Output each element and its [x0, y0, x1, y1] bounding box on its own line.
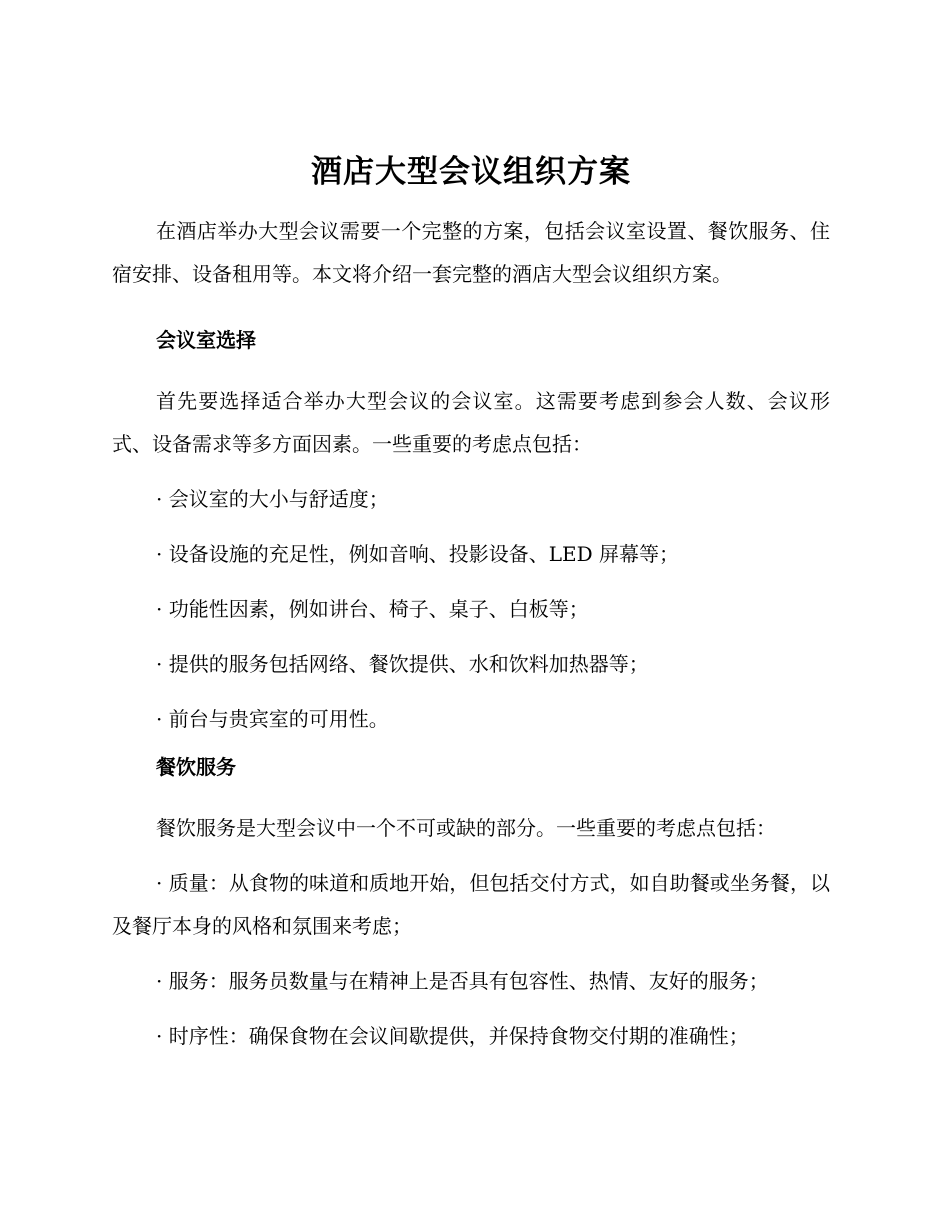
list-item: · 质量：从食物的味道和质地开始，但包括交付方式，如自助餐或坐务餐，以及餐厅本身的风格和氛围来考虑； [112, 871, 830, 938]
section-heading-meeting-room: 会议室选择 [156, 328, 256, 352]
list-item: · 会议室的大小与舒适度； [156, 487, 389, 511]
section-paragraph-meeting-room: 首先要选择适合举办大型会议的会议室。这需要考虑到参会人数、会议形式、设备需求等多方面因素。一些重要的考虑点包括： [112, 389, 830, 456]
document-title: 酒店大型会议组织方案 [311, 154, 631, 190]
list-item: · 前台与贵宾室的可用性。 [156, 707, 389, 731]
list-item: · 功能性因素，例如讲台、椅子、桌子、白板等； [156, 597, 589, 621]
list-item: · 设备设施的充足性，例如音响、投影设备、LED 屏幕等； [156, 542, 679, 566]
section-heading-catering: 餐饮服务 [156, 755, 236, 779]
list-item: · 服务：服务员数量与在精神上是否具有包容性、热情、友好的服务； [156, 969, 769, 993]
section-paragraph-catering: 餐饮服务是大型会议中一个不可或缺的部分。一些重要的考虑点包括： [156, 816, 776, 840]
intro-paragraph: 在酒店举办大型会议需要一个完整的方案，包括会议室设置、餐饮服务、住宿安排、设备租用等。本文将介绍一套完整的酒店大型会议组织方案。 [112, 219, 830, 286]
list-item: · 提供的服务包括网络、餐饮提供、水和饮料加热器等； [156, 652, 649, 676]
list-item: · 时序性：确保食物在会议间歇提供，并保持食物交付期的准确性； [156, 1024, 749, 1048]
